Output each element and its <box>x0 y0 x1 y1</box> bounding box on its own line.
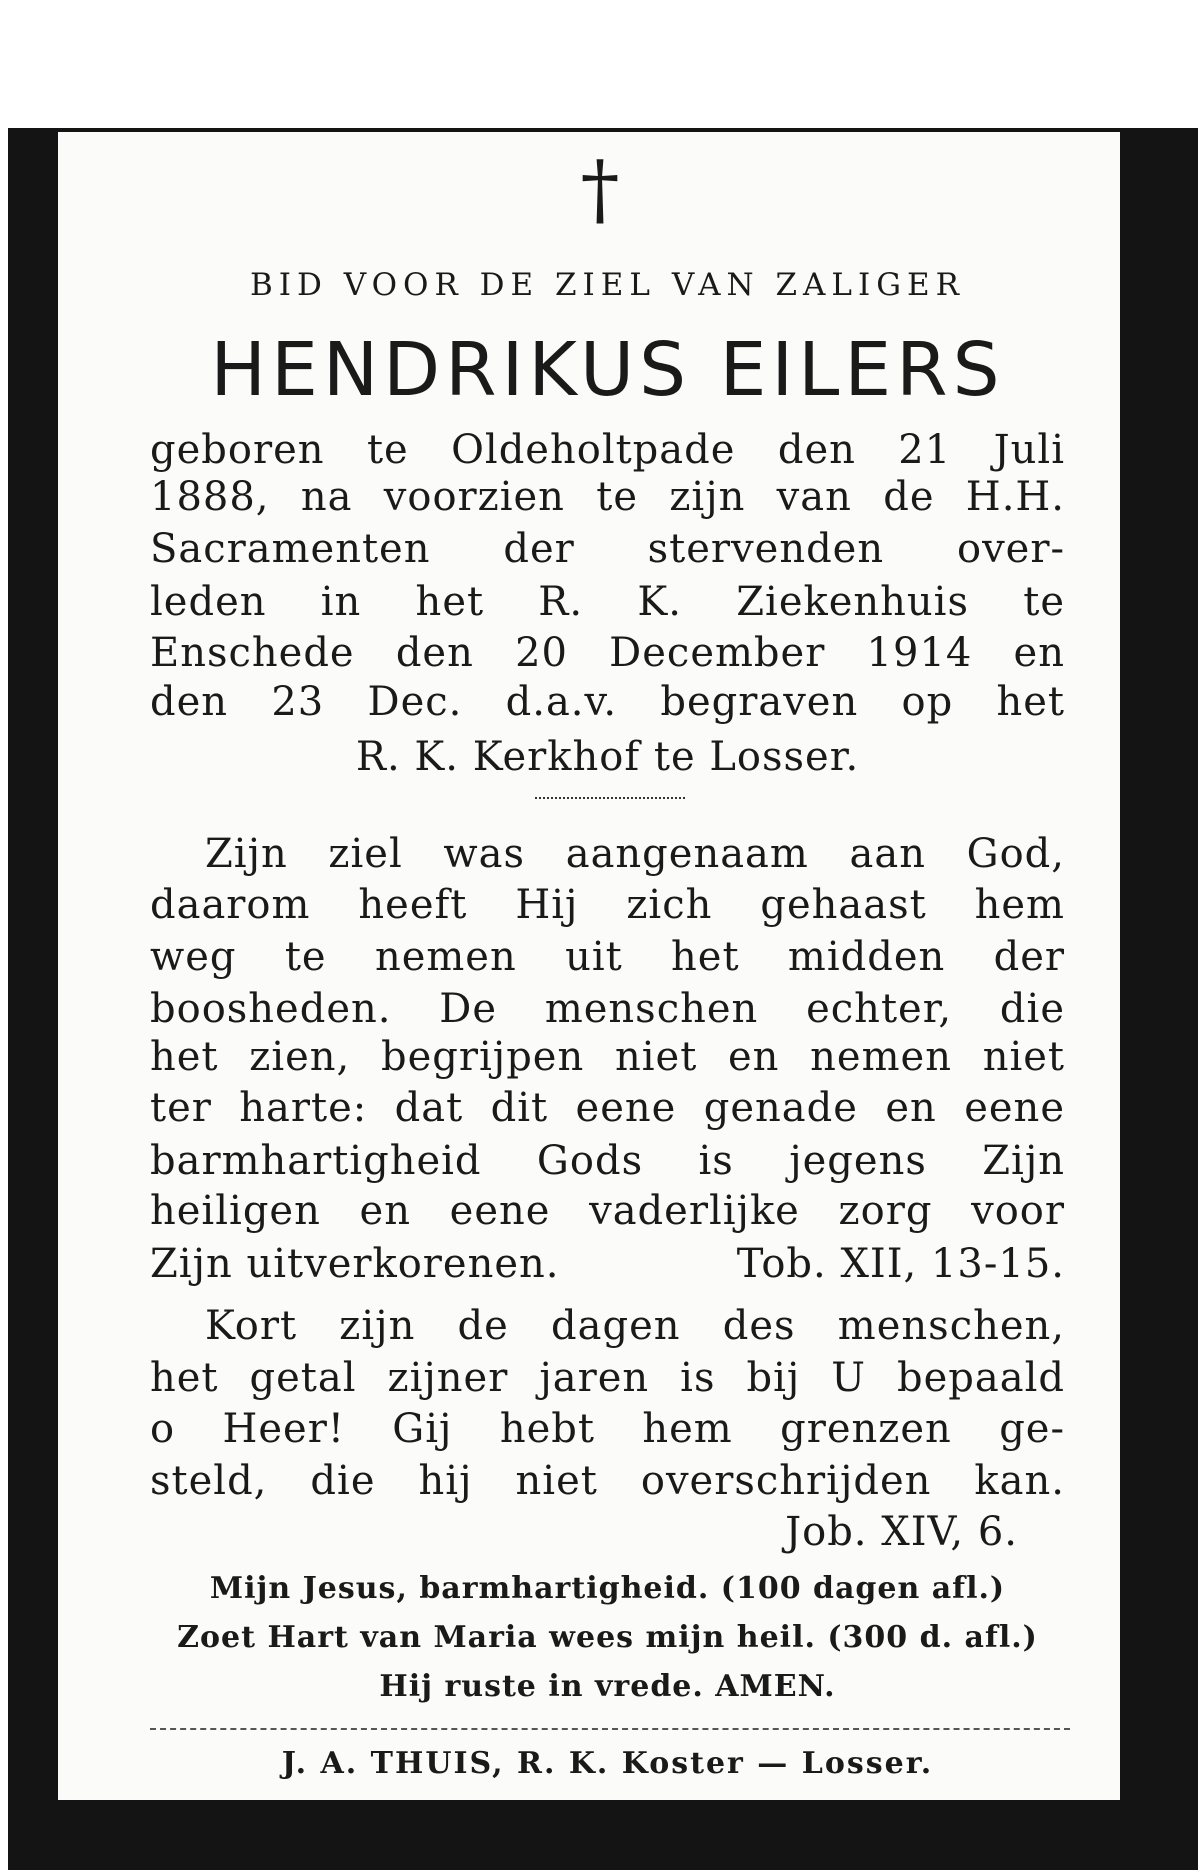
biography-line: R. K. Kerkhof te Losser. <box>355 734 860 780</box>
card-heading: BID VOOR DE ZIEL VAN ZALIGER <box>250 267 965 303</box>
verse-reference: Job. XIV, 6. <box>785 1509 1018 1555</box>
biography-line: Enschede den 20 December 1914 en <box>150 630 1065 676</box>
divider <box>150 1728 1070 1730</box>
prayer-line: Mijn Jesus, barmhartigheid. (100 dagen afl.) <box>209 1571 1006 1606</box>
verse-line: het zien, begrijpen niet en nemen niet <box>150 1034 1065 1080</box>
verse-line: steld, die hij niet overschrijden kan. <box>150 1458 1065 1504</box>
verse-reference: Tob. XII, 13-15. <box>736 1241 1065 1287</box>
cross-icon: † <box>580 145 620 235</box>
biography-line: leden in het R. K. Ziekenhuis te <box>150 579 1065 625</box>
verse-line: o Heer! Gij hebt hem grenzen ge- <box>150 1406 1065 1452</box>
dotted-separator <box>535 797 685 803</box>
prayer-line: Zoet Hart van Maria wees mijn heil. (300 d. afl.) <box>177 1620 1038 1655</box>
biography-line: geboren te Oldeholtpade den 21 Juli <box>150 427 1065 473</box>
biography-line: den 23 Dec. d.a.v. begraven op het <box>150 679 1065 725</box>
verse-line: Kort zijn de dagen des menschen, <box>205 1303 1065 1349</box>
verse-line: Zijn uitverkorenen. <box>150 1241 560 1287</box>
biography-line: 1888, na voorzien te zijn van de H.H. <box>150 474 1065 520</box>
prayer-line: Hij ruste in vrede. AMEN. <box>379 1669 836 1704</box>
verse-line: boosheden. De menschen echter, die <box>150 986 1065 1032</box>
deceased-name: HENDRIKUS EILERS <box>210 327 1005 413</box>
verse-line: Zijn ziel was aangenaam aan God, <box>205 831 1065 877</box>
verse-line: weg te nemen uit het midden der <box>150 934 1065 980</box>
verse-line: heiligen en eene vaderlijke zorg voor <box>150 1188 1065 1234</box>
verse-line: het getal zijner jaren is bij U bepaald <box>150 1355 1065 1401</box>
biography-line: Sacramenten der stervenden over- <box>150 526 1065 572</box>
verse-line: barmhartigheid Gods is jegens Zijn <box>150 1138 1065 1184</box>
verse-line: daarom heeft Hij zich gehaast hem <box>150 882 1065 928</box>
printer-credit: J. A. THUIS, R. K. Koster — Losser. <box>281 1746 934 1781</box>
verse-line: ter harte: dat dit eene genade en eene <box>150 1085 1065 1131</box>
